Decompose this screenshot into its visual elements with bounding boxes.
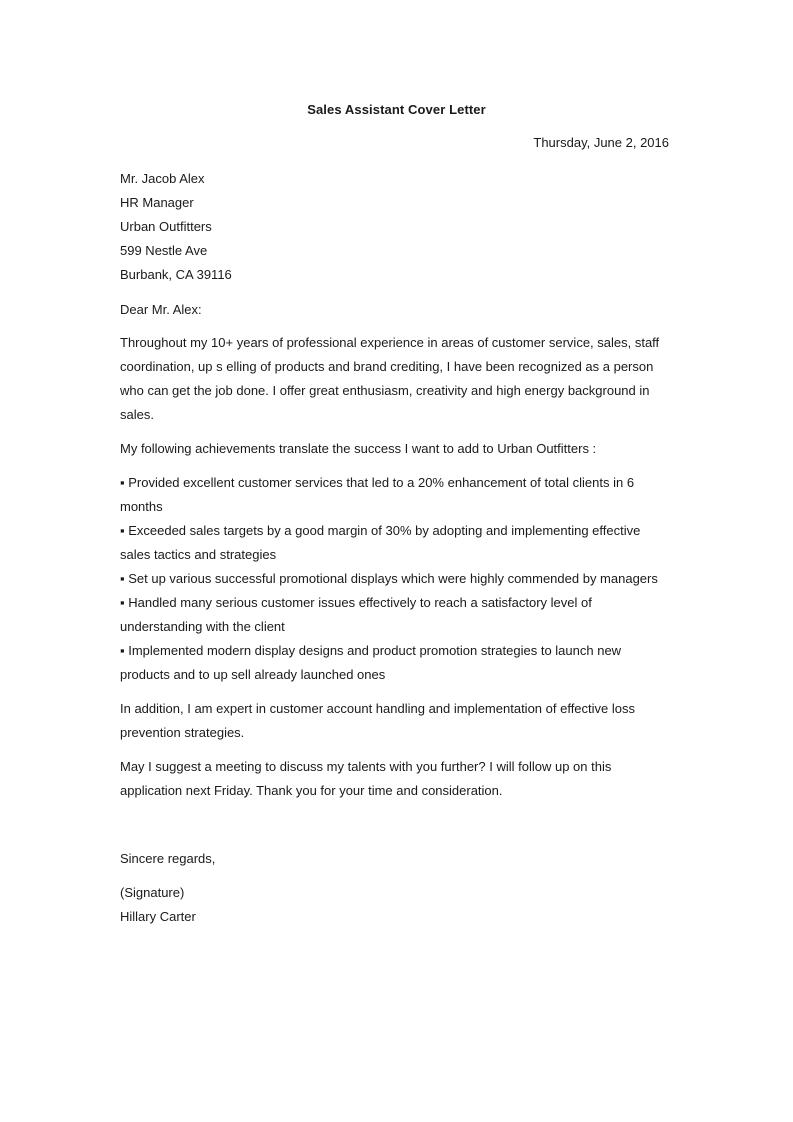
salutation: Dear Mr. Alex: (120, 302, 202, 317)
achievement-line: ▪ Exceeded sales targets by a good margin of 30% by adopting and implementing effective (120, 523, 641, 538)
recipient-company: Urban Outfitters (120, 219, 212, 234)
achievement-line: months (120, 499, 163, 514)
paragraph-line: May I suggest a meeting to discuss my talents with you further? I will follow up on this (120, 759, 612, 774)
signature-placeholder: (Signature) (120, 885, 185, 900)
achievement-line: ▪ Implemented modern display designs and product promotion strategies to launch new (120, 643, 622, 658)
achievements-intro: My following achievements translate the success I want to add to Urban Outfitters : (120, 441, 597, 456)
letter-date: Thursday, June 2, 2016 (533, 135, 669, 150)
recipient-position: HR Manager (120, 195, 194, 210)
paragraph-line: prevention strategies. (120, 725, 245, 740)
document-title: Sales Assistant Cover Letter (307, 102, 486, 117)
paragraph-line: In addition, I am expert in customer account handling and implementation of effective loss (120, 701, 635, 716)
paragraph-line: coordination, up s elling of products and brand crediting, I have been recognized as a person (120, 359, 654, 374)
recipient-street: 599 Nestle Ave (120, 243, 208, 258)
paragraph-line: sales. (120, 407, 154, 422)
recipient-name: Mr. Jacob Alex (120, 171, 205, 186)
paragraph-line: who can get the job done. I offer great enthusiasm, creativity and high energy background in (120, 383, 650, 398)
achievement-line: understanding with the client (120, 619, 285, 634)
paragraph-line: application next Friday. Thank you for your time and consideration. (120, 783, 503, 798)
achievement-line: sales tactics and strategies (120, 547, 277, 562)
closing: Sincere regards, (120, 851, 216, 866)
achievement-line: products and to up sell already launched ones (120, 667, 386, 682)
recipient-city: Burbank, CA 39116 (120, 267, 232, 282)
achievement-line: ▪ Provided excellent customer services that led to a 20% enhancement of total clients in 6 (120, 475, 635, 490)
paragraph-line: Throughout my 10+ years of professional experience in areas of customer service, sales, staff (120, 335, 660, 350)
sender-name: Hillary Carter (120, 909, 196, 924)
achievement-line: ▪ Set up various successful promotional displays which were highly commended by managers (120, 571, 658, 586)
achievement-line: ▪ Handled many serious customer issues effectively to reach a satisfactory level of (120, 595, 592, 610)
